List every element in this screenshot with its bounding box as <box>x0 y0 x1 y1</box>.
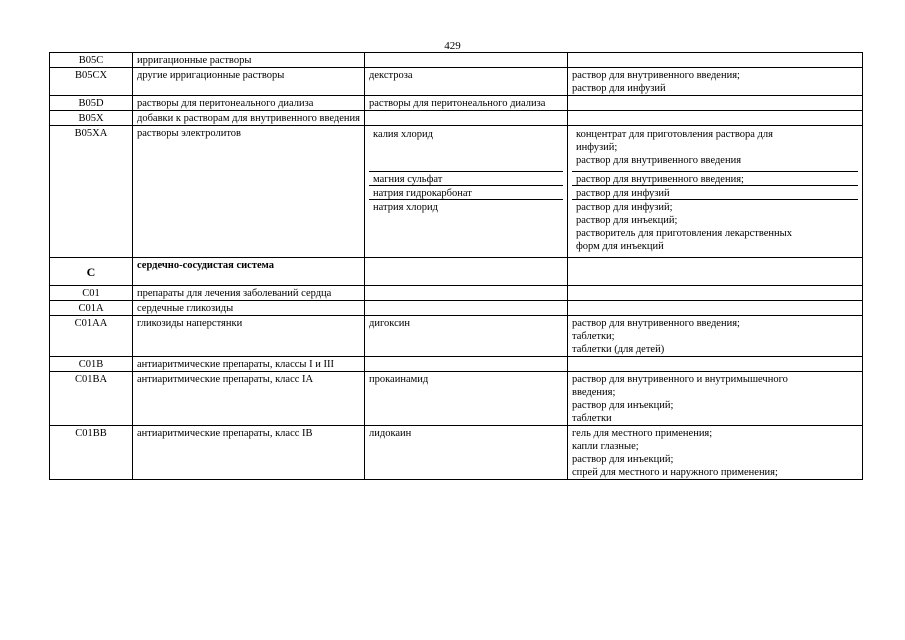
dosage-forms <box>568 68 863 96</box>
atc-code: C01 <box>50 286 133 301</box>
drug-name <box>365 357 568 372</box>
dosage-form: раствор для внутривенного введения; <box>572 318 740 329</box>
group-name: растворы электролитов <box>133 126 365 258</box>
drug-name <box>365 53 568 68</box>
dosage-form: растворитель для приготовления лекарственных <box>576 228 792 239</box>
dosage-forms <box>568 96 863 111</box>
table-row <box>50 53 863 68</box>
dosage-form-group <box>572 185 858 199</box>
dosage-forms <box>568 126 863 258</box>
dosage-form: введения; <box>572 387 616 398</box>
dosage-form: раствор для инъекций; <box>576 215 678 226</box>
group-name: растворы для перитонеального диализа <box>133 96 365 111</box>
atc-drug-table <box>49 52 863 480</box>
dosage-form: раствор для внутривенного и внутримышечного <box>572 374 788 385</box>
group-name: добавки к растворам для внутривенного введения <box>133 111 365 126</box>
dosage-forms <box>568 372 863 426</box>
group-name: сердечные гликозиды <box>133 301 365 316</box>
drug-name <box>365 111 568 126</box>
dosage-form: раствор для инъекций; <box>572 454 674 465</box>
table-row <box>50 316 863 357</box>
group-name: сердечно-сосудистая система <box>133 258 365 286</box>
dosage-form: раствор для инъекций; <box>572 400 674 411</box>
drug-name: дигоксин <box>365 316 568 357</box>
drug-name <box>365 258 568 286</box>
drug-name: магния сульфат <box>369 171 563 185</box>
group-name: препараты для лечения заболеваний сердца <box>133 286 365 301</box>
dosage-form: форм для инъекций <box>576 241 664 252</box>
group-name: ирригационные растворы <box>133 53 365 68</box>
atc-code: B05D <box>50 96 133 111</box>
dosage-form-group <box>572 127 858 171</box>
dosage-form: раствор для внутривенного введения; <box>576 174 744 185</box>
page-number: 429 <box>444 40 461 52</box>
group-name: антиаритмические препараты, класс IB <box>133 426 365 480</box>
atc-code: C01B <box>50 357 133 372</box>
dosage-form: раствор для инфузий <box>576 188 670 199</box>
dosage-form: раствор для инфузий <box>572 83 666 94</box>
dosage-form: раствор для внутривенного введения; <box>572 70 740 81</box>
atc-code: C01AA <box>50 316 133 357</box>
table-row <box>50 426 863 480</box>
table-row <box>50 126 863 258</box>
drug-name: растворы для перитонеального диализа <box>365 96 568 111</box>
dosage-form: раствор для инфузий; <box>576 202 673 213</box>
atc-code: C01A <box>50 301 133 316</box>
drug-name-list <box>365 126 568 258</box>
atc-code: C01BB <box>50 426 133 480</box>
drug-name: натрия хлорид <box>369 199 563 257</box>
drug-name: калия хлорид <box>373 129 433 140</box>
drug-name <box>365 301 568 316</box>
group-name: гликозиды наперстянки <box>133 316 365 357</box>
group-name: другие ирригационные растворы <box>133 68 365 96</box>
atc-code: B05CX <box>50 68 133 96</box>
dosage-form: спрей для местного и наружного применения; <box>572 467 778 478</box>
table-row <box>50 357 863 372</box>
table-row <box>50 372 863 426</box>
atc-code: C <box>50 258 133 286</box>
dosage-forms <box>568 258 863 286</box>
drug-name: прокаинамид <box>365 372 568 426</box>
drug-name: декстроза <box>365 68 568 96</box>
dosage-forms <box>568 53 863 68</box>
table-row <box>50 111 863 126</box>
atc-code: B05X <box>50 111 133 126</box>
atc-code: C01BA <box>50 372 133 426</box>
dosage-forms <box>568 316 863 357</box>
drug-name: натрия гидрокарбонат <box>369 185 563 199</box>
dosage-forms <box>568 286 863 301</box>
dosage-forms <box>568 426 863 480</box>
table-row <box>50 96 863 111</box>
dosage-form: таблетки; <box>572 331 615 342</box>
drug-name <box>365 286 568 301</box>
dosage-form-group <box>572 171 858 185</box>
atc-code: B05XA <box>50 126 133 258</box>
dosage-form: капли глазные; <box>572 441 639 452</box>
atc-code: B05C <box>50 53 133 68</box>
dosage-form: раствор для внутривенного введения <box>576 155 742 166</box>
dosage-forms <box>568 357 863 372</box>
dosage-form: таблетки <box>572 413 612 424</box>
dosage-form: концентрат для приготовления раствора для <box>576 129 773 140</box>
dosage-form: гель для местного применения; <box>572 428 713 439</box>
table-row <box>50 258 863 286</box>
group-name: антиаритмические препараты, классы I и III <box>133 357 365 372</box>
table-row <box>50 68 863 96</box>
dosage-form-group <box>572 199 858 257</box>
dosage-form: таблетки (для детей) <box>572 344 665 355</box>
drug-name: лидокаин <box>365 426 568 480</box>
dosage-forms <box>568 111 863 126</box>
table-row <box>50 301 863 316</box>
table-row <box>50 286 863 301</box>
dosage-forms <box>568 301 863 316</box>
dosage-form: инфузий; <box>576 142 618 153</box>
group-name: антиаритмические препараты, класс IA <box>133 372 365 426</box>
